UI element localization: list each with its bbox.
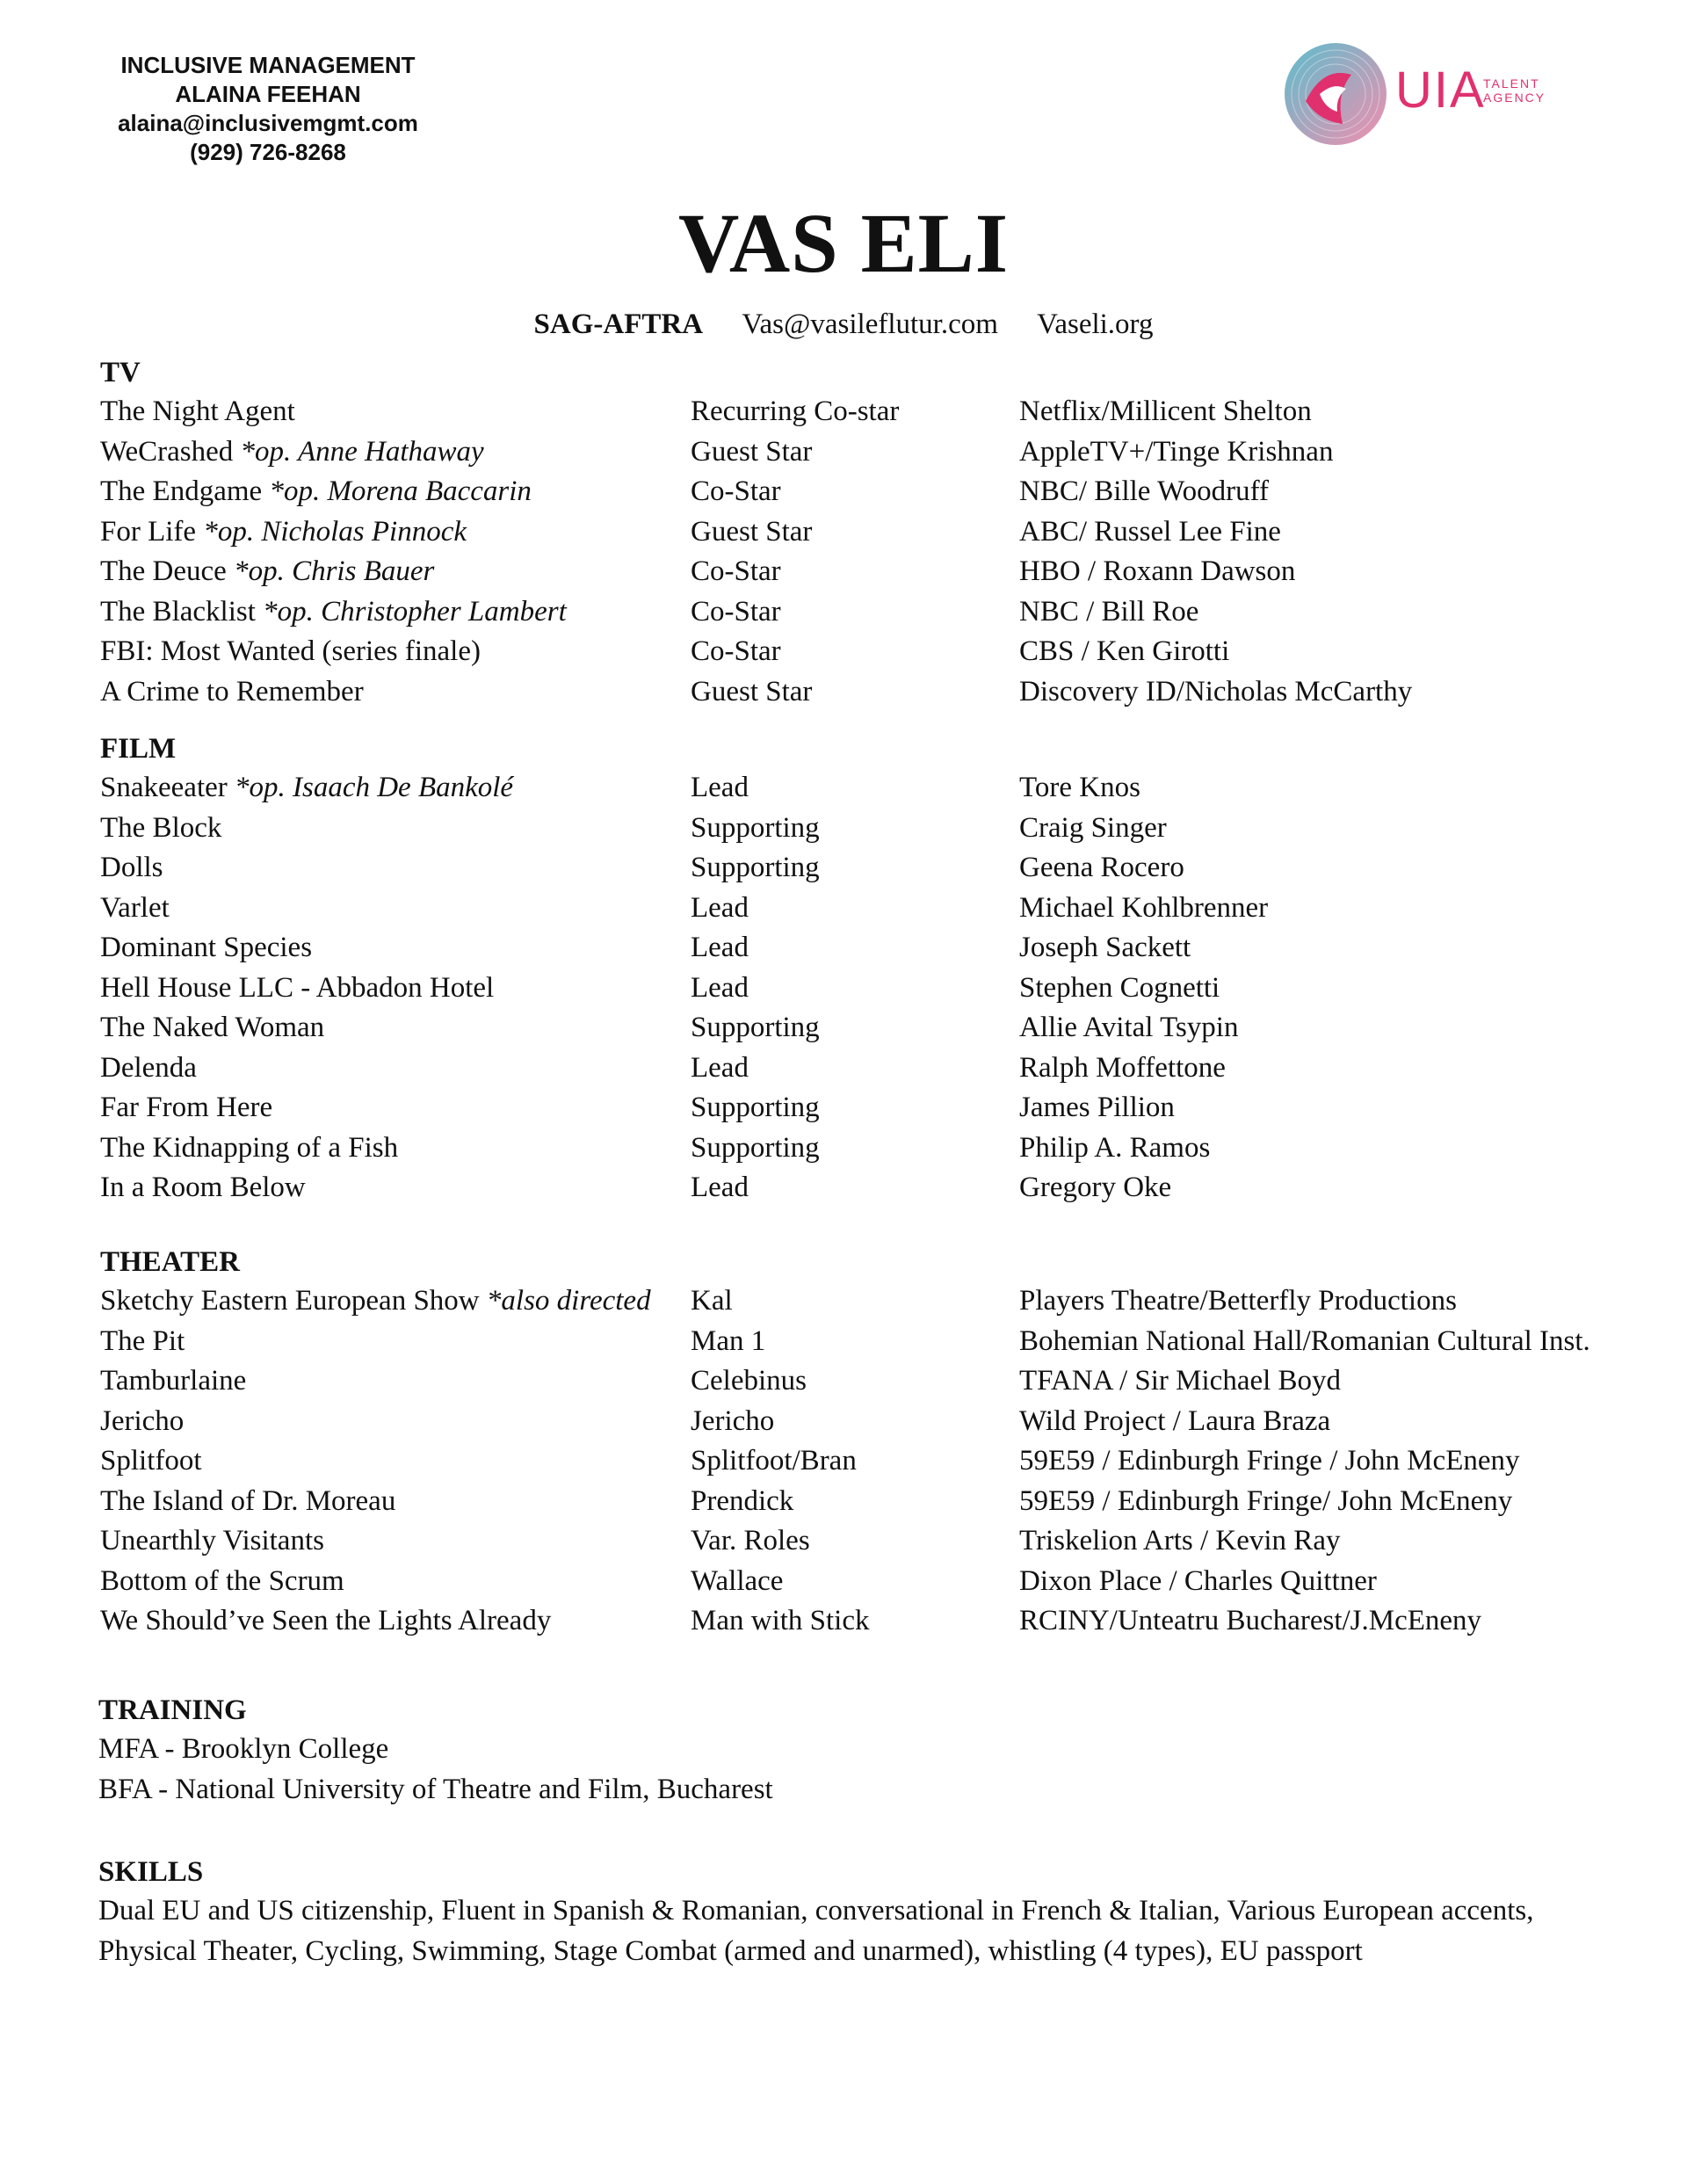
credit-title-cell (100, 969, 494, 1009)
credit-row (100, 768, 1647, 809)
management-phone: (929) 726-8268 (190, 139, 346, 165)
credit-title-cell (100, 512, 467, 553)
credit-role: Supporting (691, 1131, 820, 1164)
credit-note: *op. Christopher Lambert (263, 595, 567, 628)
credit-role: Var. Roles (691, 1525, 810, 1556)
credit-row (100, 1441, 1647, 1482)
credit-title: Unearthly Visitants (100, 1525, 324, 1556)
credit-company: Joseph Sackett (1019, 932, 1191, 963)
credit-title-cell (100, 392, 295, 432)
actor-name: VAS ELI (677, 196, 1010, 290)
credit-title-cell (100, 809, 221, 849)
training-line: BFA - National University of Theatre and Film, Bucharest (98, 1773, 773, 1805)
credit-title-cell (100, 1088, 272, 1128)
credit-company: Netflix/Millicent Shelton (1019, 395, 1312, 427)
credit-title: WeCrashed (100, 435, 241, 468)
section-heading: TV (100, 357, 141, 388)
credit-company: Tore Knos (1019, 772, 1140, 803)
tv-section (100, 353, 1647, 712)
credit-title-cell (100, 1048, 197, 1089)
actor-email: Vas@vasileflutur.com (742, 308, 998, 340)
credit-title: In a Room Below (100, 1172, 306, 1203)
credit-title: The Night Agent (100, 395, 295, 427)
section-heading: SKILLS (98, 1856, 204, 1888)
credit-role: Jericho (691, 1404, 775, 1437)
credit-title: The Deuce (100, 555, 235, 587)
credit-role: Supporting (691, 1092, 820, 1123)
credit-title: Varlet (100, 891, 170, 924)
credit-title: The Pit (100, 1324, 185, 1357)
credit-list (100, 392, 1647, 712)
credit-role: Man with Stick (691, 1605, 870, 1636)
credit-title-cell (100, 1322, 185, 1362)
credit-role: Supporting (691, 852, 820, 883)
credit-title: We Should’ve Seen the Lights Already (100, 1605, 552, 1636)
credit-title: A Crime to Remember (100, 675, 364, 707)
credit-note: *op. Chris Bauer (234, 555, 435, 587)
credit-role: Splitfoot/Bran (691, 1445, 857, 1477)
credit-row (100, 1088, 1647, 1128)
credit-role: Co-Star (691, 555, 781, 587)
credit-title-cell (100, 1008, 324, 1048)
credit-title: Dolls (100, 852, 163, 883)
credit-role: Co-Star (691, 595, 781, 628)
credit-title: Sketchy Eastern European Show (100, 1285, 487, 1317)
credit-title-cell (100, 928, 312, 969)
credit-note: *also directed (486, 1285, 651, 1317)
credit-row (100, 1361, 1647, 1402)
credit-row (100, 809, 1647, 849)
credit-row (100, 632, 1647, 672)
credit-title: Bottom of the Scrum (100, 1564, 344, 1597)
uia-subtitle (1483, 76, 1546, 105)
credit-role: Celebinus (691, 1365, 807, 1397)
skills-line: Dual EU and US citizenship, Fluent in Spanish & Romanian, conversational in French & Italian, Various European accents, (98, 1895, 1534, 1926)
union-affiliation: SAG-AFTRA (533, 308, 704, 340)
section-heading: TRAINING (98, 1694, 247, 1726)
management-company: INCLUSIVE MANAGEMENT (120, 52, 416, 78)
credit-company: Gregory Oke (1019, 1172, 1172, 1203)
credit-title-cell (100, 889, 170, 929)
credit-row (100, 889, 1647, 929)
management-contact (97, 51, 439, 167)
credit-title: The Block (100, 811, 222, 844)
credit-company: 59E59 / Edinburgh Fringe / John McEneny (1019, 1445, 1520, 1477)
credit-company: Triskelion Arts / Kevin Ray (1019, 1525, 1341, 1556)
credit-company: AppleTV+/Tinge Krishnan (1019, 435, 1334, 468)
credit-title-cell (100, 1361, 246, 1402)
credit-role: Lead (691, 1051, 749, 1084)
credit-title: For Life (100, 515, 204, 548)
credit-title: Far From Here (100, 1092, 273, 1123)
credit-title-cell (100, 1562, 344, 1602)
credit-role: Lead (691, 971, 749, 1004)
credit-title: Jericho (100, 1404, 185, 1437)
credit-row (100, 848, 1647, 889)
credit-role: Supporting (691, 1012, 820, 1043)
theater-section (100, 1243, 1647, 1642)
credit-row (100, 1048, 1647, 1089)
credit-title-cell (100, 632, 481, 672)
credit-row (100, 1521, 1647, 1562)
credit-title-cell (100, 848, 163, 889)
uia-subtitle-line1: TALENT (1483, 76, 1540, 91)
uia-wordmark: UIA (1395, 62, 1486, 119)
credit-role: Kal (691, 1285, 733, 1317)
credit-note: *op. Nicholas Pinnock (203, 515, 467, 548)
credit-title-cell (100, 1168, 306, 1208)
credit-company: Bohemian National Hall/Romanian Cultural Inst. (1019, 1324, 1590, 1357)
credit-list (100, 1281, 1647, 1642)
credit-role: Lead (691, 891, 749, 924)
credit-role: Guest Star (691, 675, 813, 707)
section-heading: FILM (100, 733, 177, 765)
credit-company: Ralph Moffettone (1019, 1051, 1226, 1084)
skills-section (98, 1853, 1645, 1971)
credit-company: Players Theatre/Betterfly Productions (1019, 1285, 1457, 1317)
credit-title-cell (100, 592, 567, 633)
credit-title: The Naked Woman (100, 1012, 325, 1043)
credit-role: Lead (691, 1172, 749, 1203)
credit-note: *op. Isaach De Bankolé (235, 772, 514, 803)
credit-title: FBI: Most Wanted (series finale) (100, 635, 481, 667)
credit-row (100, 1601, 1647, 1642)
training-line: MFA - Brooklyn College (98, 1733, 389, 1765)
credit-role: Guest Star (691, 435, 813, 468)
management-agent: ALAINA FEEHAN (175, 81, 361, 107)
credit-company: RCINY/Unteatru Bucharest/J.McEneny (1019, 1605, 1482, 1636)
credit-title-cell (100, 1482, 395, 1522)
credit-role: Prendick (691, 1484, 794, 1517)
credit-row (100, 432, 1647, 473)
credit-title: Splitfoot (100, 1445, 202, 1477)
credit-row (100, 472, 1647, 512)
credit-company: Stephen Cognetti (1019, 971, 1220, 1004)
credit-company: Discovery ID/Nicholas McCarthy (1019, 675, 1413, 707)
credit-role: Wallace (691, 1564, 784, 1597)
credit-title-cell (100, 1521, 324, 1562)
actor-website: Vaseli.org (1037, 308, 1154, 340)
credit-company: Philip A. Ramos (1019, 1131, 1211, 1164)
credit-role: Man 1 (691, 1324, 766, 1357)
credit-row (100, 928, 1647, 969)
credit-row (100, 1128, 1647, 1169)
credit-note: *op. Anne Hathaway (240, 435, 484, 468)
credit-title-cell (100, 672, 364, 713)
credit-note: *op. Morena Baccarin (269, 475, 532, 507)
credit-company: Michael Kohlbrenner (1019, 891, 1269, 924)
credit-company: Dixon Place / Charles Quittner (1019, 1564, 1377, 1597)
credit-title-cell (100, 472, 532, 512)
credit-title-cell (100, 552, 434, 592)
credit-title-cell (100, 768, 513, 809)
credit-title: The Blacklist (100, 595, 264, 628)
credit-title-cell (100, 1281, 651, 1322)
film-section (100, 729, 1647, 1208)
skills-line: Physical Theater, Cycling, Swimming, Stage Combat (armed and unarmed), whistling (4 types), EU passport (98, 1934, 1363, 1967)
credit-company: HBO / Roxann Dawson (1019, 555, 1296, 587)
credit-role: Lead (691, 772, 749, 803)
credit-title-cell (100, 1601, 551, 1642)
credit-company: Allie Avital Tsypin (1019, 1012, 1239, 1043)
credit-title: Tamburlaine (100, 1365, 247, 1397)
credit-row (100, 1322, 1647, 1362)
credit-company: NBC / Bill Roe (1019, 595, 1199, 628)
credit-row (100, 1402, 1647, 1442)
credit-title: Snakeeater (100, 772, 235, 803)
credit-company: Wild Project / Laura Braza (1019, 1404, 1331, 1437)
credit-role: Guest Star (691, 515, 813, 548)
credit-title-cell (100, 432, 484, 473)
uia-agency-logo (1281, 40, 1571, 149)
credit-title-cell (100, 1402, 184, 1442)
credit-company: CBS / Ken Girotti (1019, 635, 1230, 667)
credit-row (100, 672, 1647, 713)
credit-title-cell (100, 1128, 398, 1169)
credit-company: TFANA / Sir Michael Boyd (1019, 1365, 1342, 1397)
credit-title: The Island of Dr. Moreau (100, 1484, 396, 1517)
uia-subtitle-line2: AGENCY (1483, 91, 1546, 105)
credit-title: Hell House LLC - Abbadon Hotel (100, 971, 495, 1004)
credit-role: Lead (691, 932, 749, 963)
credit-title: The Kidnapping of a Fish (100, 1131, 399, 1164)
credit-row (100, 1281, 1647, 1322)
credit-row (100, 969, 1647, 1009)
credit-row (100, 552, 1647, 592)
actor-contact-line (0, 306, 1687, 343)
training-section (98, 1691, 1645, 1810)
uia-logo-mark-icon (1281, 40, 1391, 149)
section-heading: THEATER (100, 1246, 240, 1278)
credit-role: Supporting (691, 811, 820, 844)
credit-list (100, 768, 1647, 1208)
credit-role: Co-Star (691, 635, 781, 667)
credit-row (100, 1168, 1647, 1208)
credit-company: Geena Rocero (1019, 852, 1184, 883)
credit-row (100, 592, 1647, 633)
credit-title: Delenda (100, 1051, 197, 1084)
credit-company: Craig Singer (1019, 811, 1167, 844)
management-email: alaina@inclusivemgmt.com (118, 110, 418, 136)
credit-title: Dominant Species (100, 932, 313, 963)
credit-title: The Endgame (100, 475, 270, 507)
credit-company: James Pillion (1019, 1092, 1175, 1123)
credit-company: 59E59 / Edinburgh Fringe/ John McEneny (1019, 1484, 1513, 1517)
credit-row (100, 1008, 1647, 1048)
credit-role: Co-Star (691, 475, 781, 507)
credit-row (100, 1562, 1647, 1602)
credit-company: ABC/ Russel Lee Fine (1019, 515, 1281, 548)
credit-row (100, 392, 1647, 432)
credit-role: Recurring Co-star (691, 395, 900, 427)
credit-row (100, 512, 1647, 553)
credit-company: NBC/ Bille Woodruff (1019, 475, 1269, 507)
credit-title-cell (100, 1441, 202, 1482)
credit-row (100, 1482, 1647, 1522)
